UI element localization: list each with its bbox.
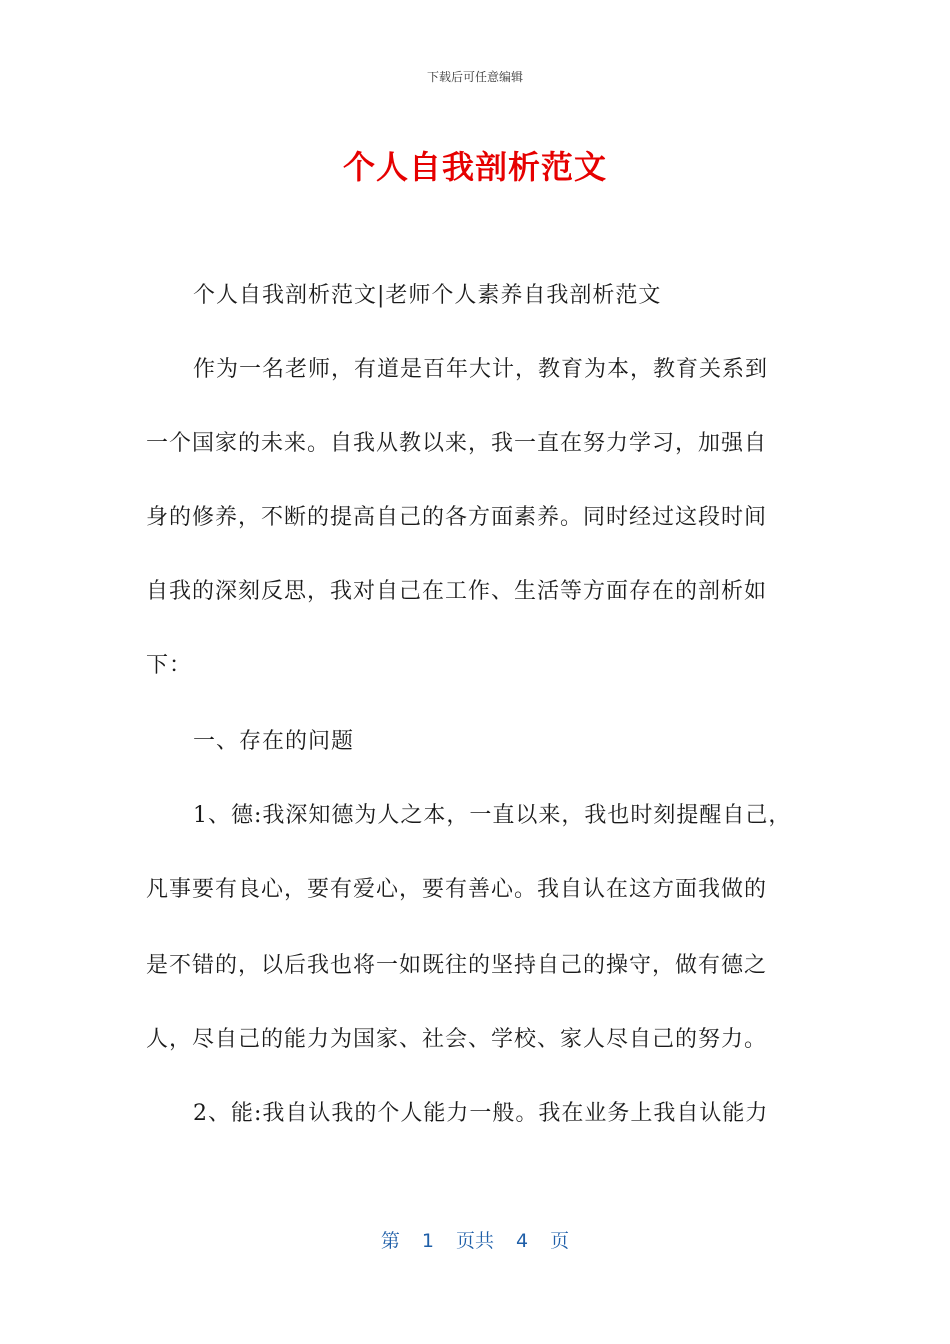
footer-page-number: 1 bbox=[421, 1230, 434, 1252]
paragraph-line: 一个国家的未来。自我从教以来，我一直在努力学习，加强自 bbox=[146, 431, 768, 456]
paragraph-line: 作为一名老师，有道是百年大计，教育为本，教育关系到 bbox=[193, 357, 769, 382]
footer-total-pages: 4 bbox=[516, 1230, 529, 1252]
paragraph-line: 身的修养，不断的提高自己的各方面素养。同时经过这段时间 bbox=[146, 505, 768, 530]
section-heading: 一、存在的问题 bbox=[193, 729, 355, 754]
paragraph-line: 2、能:我自认我的个人能力一般。我在业务上我自认能力 bbox=[193, 1101, 769, 1126]
paragraph-line: 1、德:我深知德为人之本，一直以来，我也时刻提醒自己， bbox=[193, 803, 792, 828]
page-footer bbox=[0, 1226, 950, 1253]
paragraph-line: 人，尽自己的能力为国家、社会、学校、家人尽自己的努力。 bbox=[146, 1027, 768, 1052]
footer-ye: 页 bbox=[550, 1230, 570, 1252]
paragraph-line: 是不错的，以后我也将一如既往的坚持自己的操守，做有德之 bbox=[146, 953, 768, 978]
document-title: 个人自我剖析范文 bbox=[342, 148, 607, 186]
subtitle-line: 个人自我剖析范文|老师个人素养自我剖析范文 bbox=[193, 283, 662, 308]
paragraph-line: 凡事要有良心，要有爱心，要有善心。我自认在这方面我做的 bbox=[146, 877, 768, 902]
header-note: 下载后可任意编辑 bbox=[426, 70, 523, 84]
paragraph-line: 自我的深刻反思，我对自己在工作、生活等方面存在的剖析如 bbox=[146, 579, 768, 604]
footer-di: 第 bbox=[380, 1230, 400, 1252]
paragraph-line: 下： bbox=[146, 653, 193, 678]
footer-ye-gong: 页共 bbox=[455, 1230, 494, 1252]
